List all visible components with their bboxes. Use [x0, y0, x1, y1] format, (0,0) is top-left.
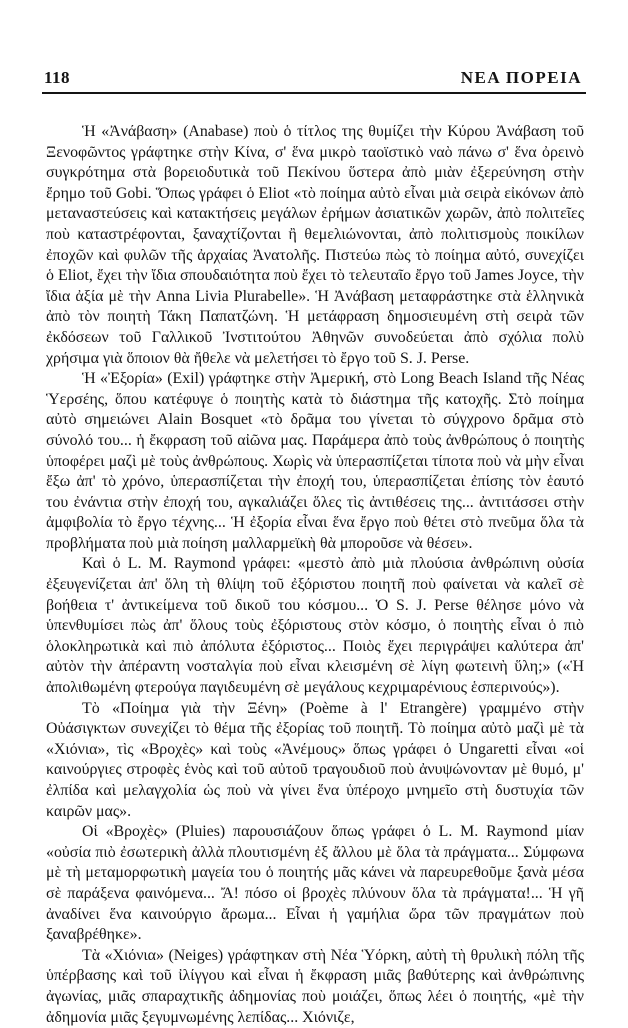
journal-title: ΝΕΑ ΠΟΡΕΙΑ — [460, 68, 582, 87]
page-number: 118 — [44, 68, 71, 87]
paragraph-neiges: Τὰ «Χιόνια» (Neiges) γράφτηκαν στὴ Νέα Ὑόρκη, αὐτὴ τὴ θρυλικὴ πόλη τῆς ὑπέρβασης καὶ τοῦ ἰλίγγου καὶ εἶναι ἡ ἔκφραση μιᾶς βαθύτερης καὶ ἀνθρώπινης ἀγωνίας, μιᾶς σπαραχτικῆς ἀδημονίας ποὺ μοιάζει, ὅπως λέει ὁ ποιητής, «μὲ τὴν ἀδημονία μιᾶς ξεγυμνωμένης λεπίδας... Χιόνιζε, — [46, 946, 584, 1026]
paragraph-anabase: Ἡ «Ἀνάβαση» (Anabase) ποὺ ὁ τίτλος της θυμίζει τὴν Κύρου Ἀνάβαση τοῦ Ξενοφῶντος γράφτηκε στὴν Κίνα, σ' ἕνα μικρὸ ταοϊστικὸ ναὸ πάνω σ' ἕνα ὀρεινὸ συγκρότημα στὰ βορειοδυτικὰ τοῦ Πεκίνου ὕστερα ἀπὸ μιὰν ἐξερεύνηση στὴν ἔρημο τοῦ Gobi. Ὅπως γράφει ὁ Eliot «τὸ ποίημα αὐτὸ εἶναι μιὰ σειρὰ εἰκόνων ἀπὸ μεταναστεύσεις καὶ κατακτήσεις μεγάλων ἐρήμων ἀσιατικῶν χωρῶν, ἀπὸ πολιτεῖες ποὺ καταστρέφονται, ξαναχτίζονται ἢ θεμελιώνονται, ἀπὸ πολιτισμοὺς ποικίλων ἐποχῶν καὶ φυλῶν τῆς ἀρχαίας Ἀνατολῆς. Πιστεύω πὼς τὸ ποίημα αὐτό, συνεχίζει ὁ Eliot, ἔχει τὴν ἴδια σπουδαιότητα ποὺ ἔχει τὸ τελευταῖο ἔργο τοῦ James Joyce, τὴν ἴδια ἀξία μὲ τὴν Anna Livia Plurabelle». Ἡ Ἀνάβαση μεταφράστηκε στὰ ἑλληνικὰ ἀπὸ τὸν ποιητὴ Τάκη Παπατζώνη. Ἡ μετάφραση δημοσιευμένη στὴ σειρὰ τῶν ἐκδόσεων τοῦ Γαλλικοῦ Ἰνστιτούτου Ἀθηνῶν συνοδεύεται ἀπὸ σχόλια πολὺ χρήσιμα γιὰ ὅποιον θὰ ἤθελε νὰ μελετήσει τὸ ἔργο τοῦ S. J. Perse. — [46, 123, 585, 367]
header-rule — [42, 92, 586, 94]
article-body — [42, 122, 586, 1028]
page-header — [42, 68, 586, 88]
paragraph-poeme-etrangere: Τὸ «Ποίημα γιὰ τὴν Ξένη» (Poème à l' Etrangère) γραμμένο στὴν Οὐάσιγκτων συνεχίζει τὸ θέμα τῆς ἐξορίας τοῦ ποιητῆ. Τὸ ποίημα αὐτὸ μαζὶ μὲ τὰ «Χιόνια», τὶς «Βροχὲς» καὶ τοὺς «Ἀνέμους» ὅπως γράφει ὁ Ungaretti εἶναι «οἱ καινούργιες στροφὲς ἑνὸς καὶ τοῦ αὐτοῦ τραγουδιοῦ ποὺ ἀνυψώνονταν μὲ θυμό, μ' ἐλπίδα καὶ μελαγχολία ὡς ποὺ νὰ γίνει ἕνα ὑπέροχο μνημεῖο στὴ δυστυχία τῶν καιρῶν μας». — [46, 699, 584, 820]
paragraph-exil: Ἡ «Ἐξορία» (Exil) γράφτηκε στὴν Ἀμερική, στὸ Long Beach Island τῆς Νέας Ὑερσέης, ὅπου κατέφυγε ὁ ποιητὴς κατὰ τὸ διάστημα τῆς κατοχῆς. Στὸ ποίημα αὐτὸ σημειώνει Alain Bosquet «τὸ δρᾶμα του γίνεται τὸ σύγχρονο δρᾶμα στὸ σύνολό του... ἡ ἔκφραση τοῦ αἰῶνα μας. Παράμερα ἀπὸ τοὺς ἀνθρώπους ὁ ποιητὴς ὑποφέρει μαζὶ μὲ τοὺς ἀνθρώπους. Χωρὶς νὰ ὑπερασπίζεται τίποτα ποὺ νὰ μὴν εἶναι ἔξω ἀπ' τὸ χρόνο, ὑπερασπίζεται τὴν ἐποχή του, ὑπερασπίζεται ἐπίσης τὸν ἑαυτό του ἐνάντια στὴν ἐποχή του, αγκαλιάζει ὅλες τὶς ἀντιθέσεις της... ἀντιτάσσει στὴν ἀμφιβολία τὸ ἔργο τέχνης... Ἡ ἐξορία εἶναι ἕνα ἔργο ποὺ θέτει στὸ πνεῦμα ὅλα τὰ προβλήματα ποὺ μιὰ ποίηση μαλλαρμεϊκὴ θὰ μποροῦσε νὰ θέσει». — [46, 370, 584, 552]
paragraph-pluies: Οἱ «Βροχὲς» (Pluies) παρουσιάζουν ὅπως γράφει ὁ L. M. Raymond μίαν «οὐσία πιὸ ἐσωτερικὴ ἀλλὰ πλουτισμένη ἐξ ἄλλου μὲ ὅλα τὰ πράγματα... Σύμφωνα μὲ τὴ μεταμορφωτικὴ μαγεία του ὁ ποιητής μᾶς κάνει νὰ παρευρεθοῦμε ξανὰ μέσα σὲ παράξενα φαινόμενα... Ἄ! πόσο οἱ βροχὲς πλύνουν ὅλα τὰ πράγματα!... Ἡ γῆ ἀναδίνει ἕνα καινούργιο ἄρωμα... Εἶναι ἡ γαμήλια ὥρα τῶν πραγμάτων ποὺ ξαναβρέθηκε». — [46, 823, 584, 944]
paragraph-raymond-quote: Καὶ ὁ L. M. Raymond γράφει: «μεστὸ ἀπὸ μιὰ πλούσια ἀνθρώπινη οὐσία ἐξευγενίζεται ἀπ' ὅλη τὴ θλίψη τοῦ ἐξόριστου ποιητῆ ποὺ φαίνεται νὰ καλεῖ σὲ βοήθεια τ' ἀντικείμενα τοῦ δικοῦ του κόσμου... Ὁ S. J. Perse θέλησε μόνο νὰ ὑπενθυμίσει πὼς ἀπ' ὅλους τοὺς ἐξόριστους στὸν κόσμο, ὁ ποιητὴς εἶναι ὁ πιὸ ὁλοκληρωτικὰ καὶ πιὸ ἀπόλυτα ἐξόριστος... Ποιὸς ἔχει περιγράψει καλύτερα ἀπ' αὐτὸν τὴν ἀπέραντη νοσταλγία ποὺ εἶναι κλεισμένη σὲ λίγη φωτεινὴ ὕλη;» («Ἡ ἀπολιθωμένη φτερούγα παγιδευμένη σὲ μεγάλους κεχριμαρένιους ἑσπερινούς»). — [46, 555, 584, 697]
